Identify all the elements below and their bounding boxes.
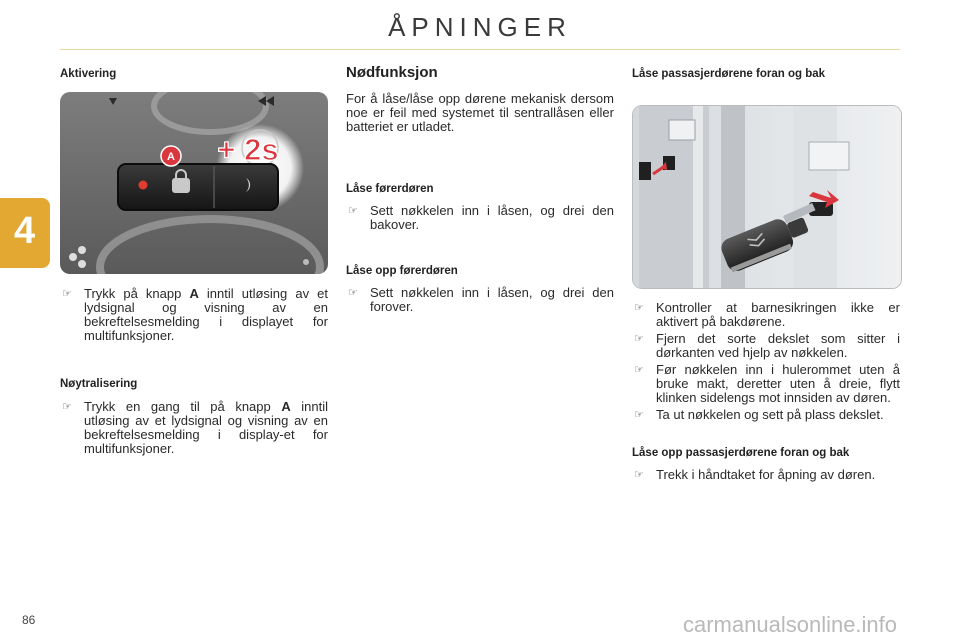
unlock-driver-text: Sett nøkkelen inn i låsen, og drei den forover.: [370, 285, 614, 314]
right-column-header: [632, 67, 900, 81]
section-title-aktivering: Aktivering: [60, 68, 117, 80]
passenger-bullet-3: [632, 363, 900, 405]
passenger-bullet-4: [632, 408, 900, 422]
activation-bullet: [60, 287, 328, 343]
watermark: carmanualsonline.info: [683, 612, 898, 637]
passenger-bullet-3-text: Før nøkkelen inn i hulerommet uten å bruke makt, deretter uten å dreie, flytt klinken sidelengs mot innsiden av døren.: [656, 362, 900, 405]
callout-a-label: A: [167, 151, 175, 163]
middle-column: [346, 66, 614, 314]
right-column-text: [632, 301, 900, 482]
pointing-hand-icon: ☞: [634, 364, 644, 376]
activation-text-start: Trykk på knapp: [84, 286, 190, 301]
left-column: [60, 67, 328, 81]
activation-key: A: [189, 286, 199, 301]
neutralize-key: A: [281, 399, 291, 414]
pointing-hand-icon: ☞: [62, 288, 72, 300]
emergency-intro: For å låse/låse opp dørene mekanisk dersom noe er feil med systemet til sentrallåsen eller batteriet er utladet.: [346, 91, 614, 134]
pointing-hand-icon: ☞: [348, 287, 358, 299]
passenger-unlock-text: Trekk i håndtaket for åpning av døren.: [656, 467, 876, 482]
unlock-driver-bullet: [346, 286, 614, 314]
page-title: ÅPNINGER: [388, 12, 572, 42]
passenger-unlock-bullet: [632, 468, 900, 482]
passenger-bullet-4-text: Ta ut nøkkelen og sett på plass dekslet.: [656, 407, 884, 422]
section-title-lase-opp-passasjer: Låse opp passasjerdørene foran og bak: [632, 447, 850, 459]
pointing-hand-icon: ☞: [634, 333, 644, 345]
lock-driver-bullet: [346, 204, 614, 232]
pointing-hand-icon: ☞: [634, 409, 644, 421]
neutralize-text-start: Trykk en gang til på knapp: [84, 399, 282, 414]
lock-driver-text: Sett nøkkelen inn i låsen, og drei den bakover.: [370, 203, 614, 232]
page-number: 86: [22, 613, 36, 627]
dashboard-button-illustration: [60, 92, 328, 274]
neutralize-bullet: [60, 400, 328, 456]
chapter-tab: [0, 198, 50, 268]
timer-label: + 2s: [217, 132, 279, 167]
section-title-noytralisering: Nøytralisering: [60, 378, 138, 390]
title-divider: [60, 49, 900, 50]
pointing-hand-icon: ☞: [634, 469, 644, 481]
chapter-number: 4: [14, 210, 36, 252]
pointing-hand-icon: ☞: [62, 401, 72, 413]
section-title-nodfunksjon: Nødfunksjon: [346, 64, 438, 81]
left-column-text: [60, 287, 328, 456]
passenger-bullet-2: [632, 332, 900, 360]
activation-text-end: inntil utløsing av et lydsignal og visning av en bekreftelsesmelding i displayet for multifunksjoner.: [84, 286, 328, 343]
neutralize-text-end: inntil utløsing av et lydsignal og visning av en bekreftelsesmelding i display-et for multifunksjoner.: [84, 399, 328, 456]
pointing-hand-icon: ☞: [348, 205, 358, 217]
section-title-passasjerdorer: Låse passasjerdørene foran og bak: [632, 68, 826, 80]
passenger-bullet-2-text: Fjern det sorte dekslet som sitter i dørkanten ved hjelp av nøkkelen.: [656, 331, 900, 360]
door-key-illustration: [632, 105, 902, 289]
section-title-lase-forerdor: Låse førerdøren: [346, 183, 434, 195]
passenger-bullet-1: [632, 301, 900, 329]
passenger-bullet-1-text: Kontroller at barnesikringen ikke er aktivert på bakdørene.: [656, 300, 900, 329]
pointing-hand-icon: ☞: [634, 302, 644, 314]
section-title-lase-opp-forerdor: Låse opp førerdøren: [346, 265, 458, 277]
